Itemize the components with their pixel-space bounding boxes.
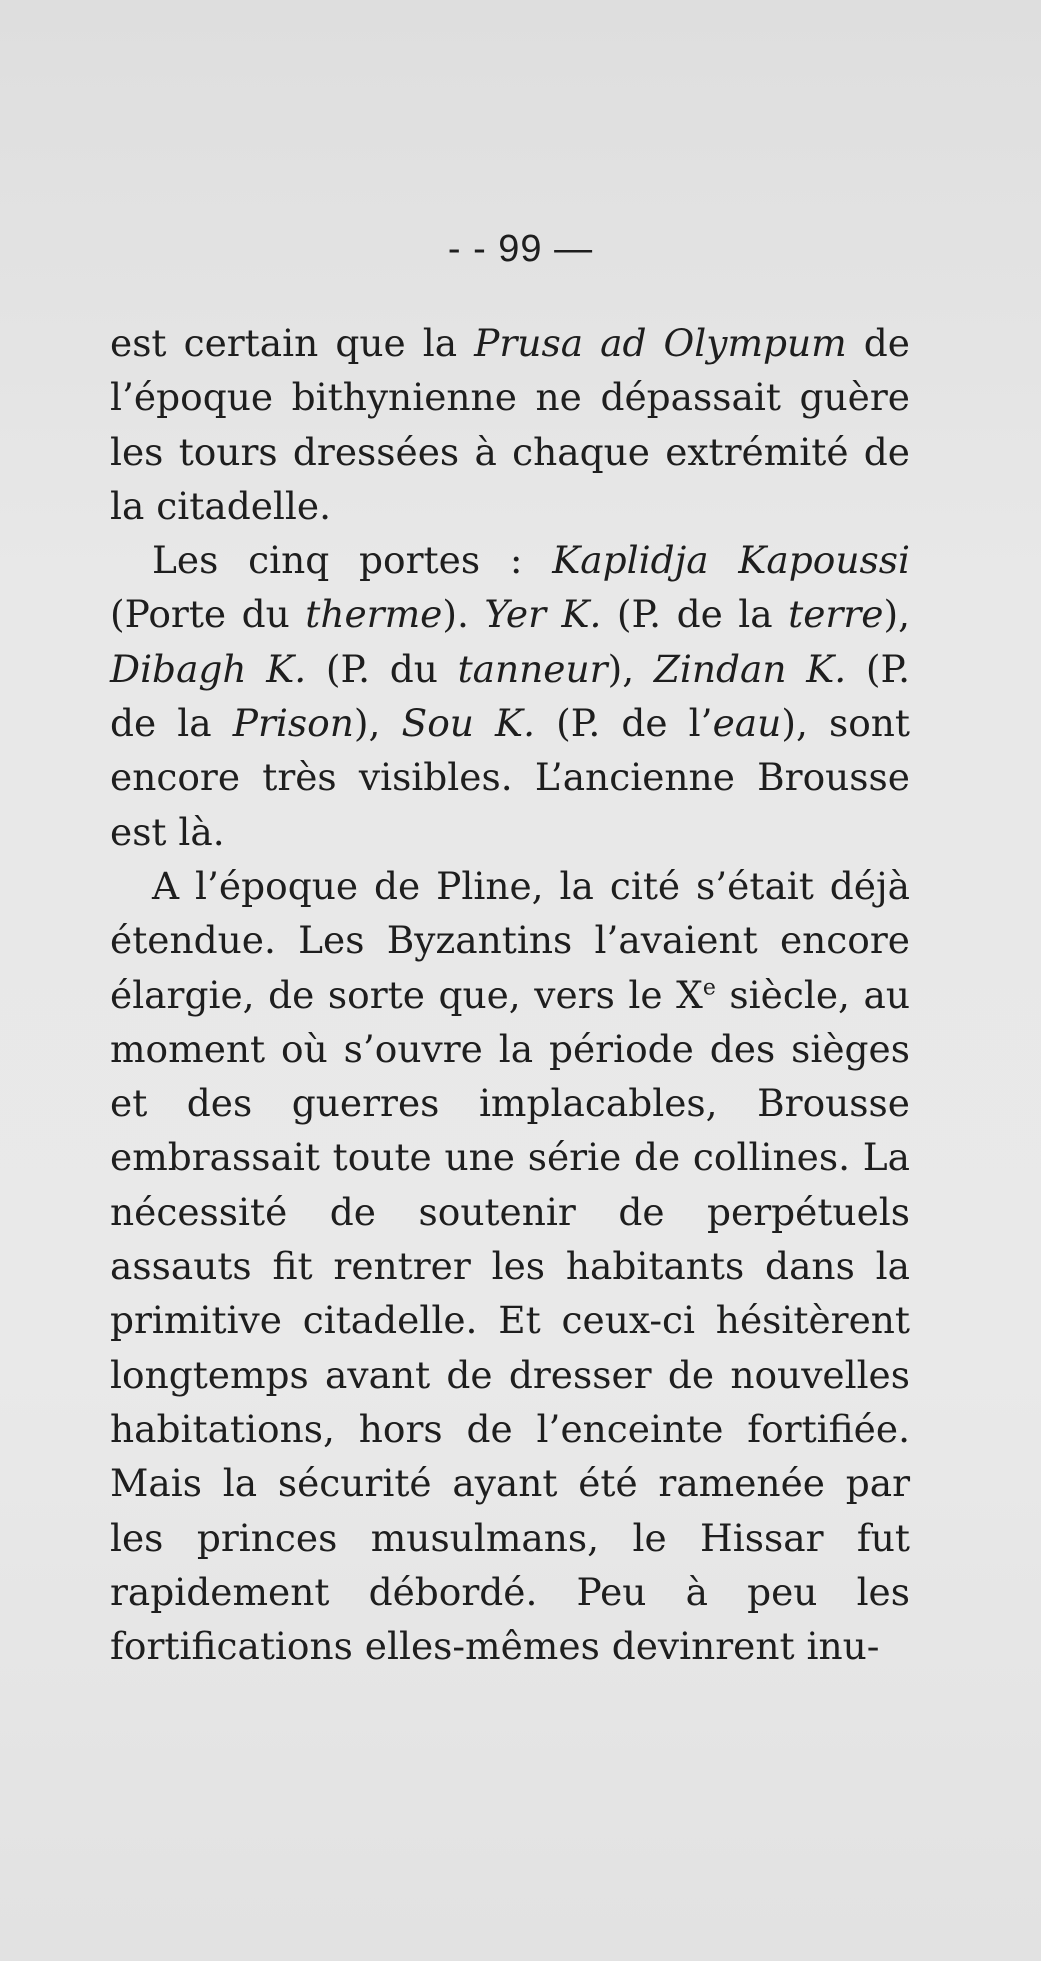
text-run: (P. de la [110,646,910,746]
text-run: (Porte du [110,592,306,637]
paragraph-2 [110,533,910,859]
text-run: ), [353,701,402,746]
text-run: siècle, au moment où s’ouvre la période des sièges et des guerres implacables, Brousse embrassait toute une série de collines. La nécessité de soutenir de perpétuels assauts fit rentrer les habitants dans la primitive citadelle. Et ceux-ci hésitèrent longtemps avant de dresser de nouvelles habitations, hors de l’enceinte fortifiée. Mais la sécurité ayant été ramenée par les princes musulmans, le Hissar fut rapidement débordé. Peu à peu les fortifications elles-mêmes devinrent inu- [110,972,910,1669]
text-run: (P. de la [601,592,789,637]
paragraph-3 [110,859,910,1673]
italic-text: Kaplidja Kapoussi [552,538,910,583]
text-run: (P. de l’ [535,701,713,746]
text-run: est certain que la [110,321,475,365]
superscript-text: e [702,975,716,1001]
italic-text: therme [305,592,443,637]
italic-text: Yer K. [484,592,602,637]
text-run: ), [883,592,910,637]
text-run: Les cinq portes : [152,538,553,583]
italic-text: terre [788,592,884,637]
italic-text: Dibagh K. [110,646,307,691]
italic-text: Zindan K. [653,646,847,691]
text-run: ). [442,592,485,637]
text-run: A l’époque de Pline, la cité s’était déjà étendue. Les Byzantins l’avaient encore élargie, de sorte que, vers le X [110,863,910,1017]
text-run: de l’époque bithynienne ne dépassait guère les tours dressées à chaque extrémité de la citadelle. [110,321,910,528]
paragraph-1 [110,316,910,533]
text-run: (P. du [306,646,458,691]
italic-text: Sou K. [401,701,535,746]
page-number: - - 99 — [447,228,594,270]
italic-text: Prusa ad Olympum [474,321,847,365]
italic-text: eau [712,701,782,746]
italic-text: Prison [232,701,354,746]
text-run: ), [607,646,654,691]
italic-text: tanneur [457,646,608,691]
text-run: ), sont encore très visibles. L’ancienne Brousse est là. [110,701,911,854]
body-text [110,316,910,1673]
